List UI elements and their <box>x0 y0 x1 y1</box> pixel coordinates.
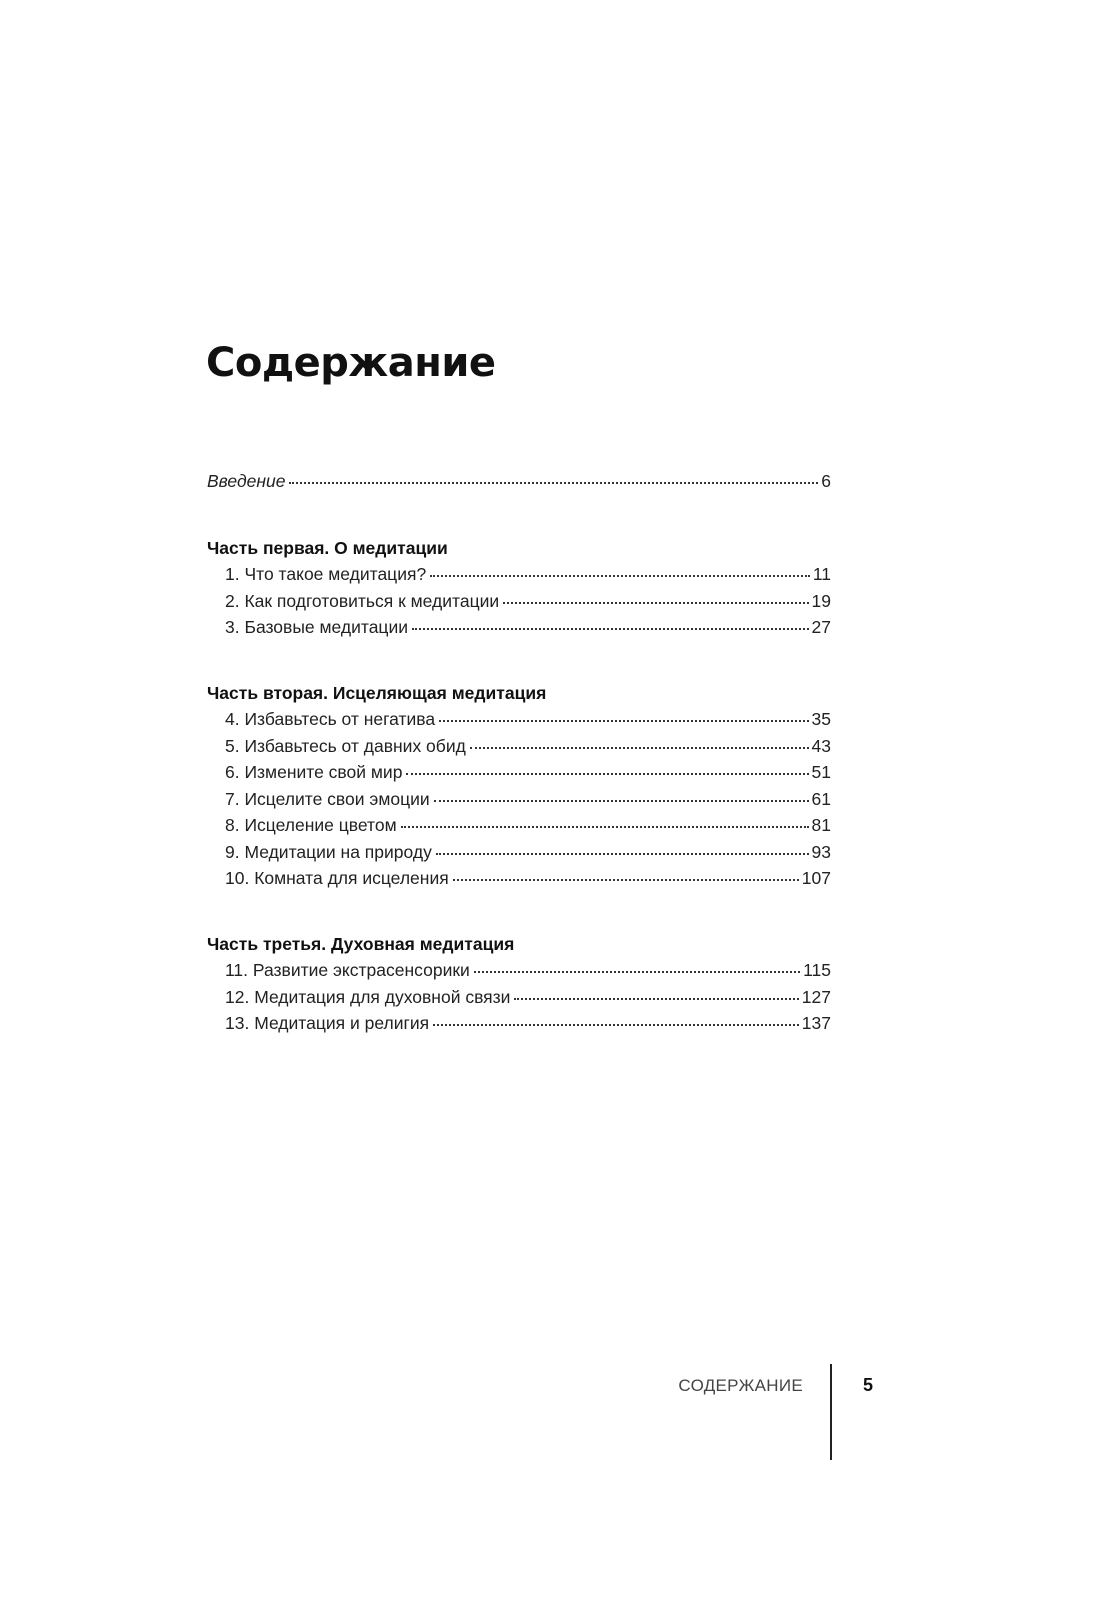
page-title: Содержание <box>206 340 496 386</box>
toc-entry[interactable] <box>207 588 831 615</box>
toc-entry[interactable] <box>207 733 831 760</box>
toc-entry-page: 137 <box>801 1013 831 1033</box>
toc-part-2 <box>207 680 831 892</box>
toc-entry-label: 10. Комната для исцеления <box>225 868 449 888</box>
toc-entry-page: 81 <box>811 815 831 835</box>
dot-leader <box>439 720 808 722</box>
toc-part-3 <box>207 931 831 1037</box>
toc-entry-page: 27 <box>811 617 831 637</box>
toc-entry[interactable] <box>207 984 831 1011</box>
toc-entry[interactable] <box>207 1010 831 1037</box>
toc-entry-page: 43 <box>811 735 831 756</box>
toc-entry[interactable] <box>207 812 831 839</box>
footer-divider <box>830 1364 832 1460</box>
toc-entry-label: Введение <box>207 471 286 491</box>
toc-entry[interactable] <box>207 759 831 786</box>
dot-leader <box>436 853 809 855</box>
toc-entry-page: 35 <box>811 709 831 729</box>
toc-entry-page: 115 <box>803 960 831 980</box>
toc-entry[interactable] <box>207 706 831 733</box>
part-heading: Часть первая. О медитации <box>207 537 448 558</box>
dot-leader <box>453 879 799 881</box>
toc-entry-page: 93 <box>811 841 831 862</box>
toc-entry-label: 7. Исцелите свои эмоции <box>225 788 430 809</box>
dot-leader <box>503 602 808 604</box>
dot-leader <box>474 971 800 973</box>
toc-entry-page: 6 <box>821 471 831 491</box>
dot-leader <box>470 747 809 749</box>
toc-entry-label: 11. Развитие экстрасенсорики <box>225 960 470 980</box>
dot-leader <box>434 800 809 802</box>
part-heading: Часть третья. Духовная медитация <box>207 933 515 954</box>
toc-part-1 <box>207 535 831 641</box>
dot-leader <box>430 575 810 577</box>
page-number: 5 <box>863 1375 874 1395</box>
toc-entry-label: 13. Медитация и религия <box>225 1013 430 1033</box>
toc-entry-intro[interactable] <box>207 468 831 495</box>
toc-entry[interactable] <box>207 957 831 984</box>
toc-entry-label: 4. Избавьтесь от негатива <box>225 709 436 729</box>
running-footer-section: СОДЕРЖАНИЕ <box>678 1376 803 1395</box>
dot-leader <box>412 628 809 630</box>
toc-entry-page: 11 <box>812 564 831 584</box>
dot-leader <box>514 998 798 1000</box>
toc-entry[interactable] <box>207 839 831 866</box>
toc-entry[interactable] <box>207 561 831 588</box>
toc-entry[interactable] <box>207 614 831 641</box>
toc-entry-label: 1. Что такое медитация? <box>225 564 427 584</box>
toc-entry[interactable] <box>207 786 831 813</box>
toc-entry-page: 61 <box>811 788 831 809</box>
dot-leader <box>289 482 818 484</box>
toc-entry-label: 2. Как подготовиться к медитации <box>225 590 500 611</box>
toc-entry-label: 6. Измените свой мир <box>225 762 403 782</box>
toc-entry[interactable] <box>207 865 831 892</box>
part-heading: Часть вторая. Исцеляющая медитация <box>207 682 547 703</box>
toc-entry-page: 51 <box>811 762 831 782</box>
toc-entry-label: 9. Медитации на природу <box>225 841 432 862</box>
dot-leader <box>401 826 809 828</box>
toc-entry-label: 8. Исцеление цветом <box>225 815 397 835</box>
toc-entry-label: 12. Медитация для духовной связи <box>225 986 511 1007</box>
toc-entry-page: 127 <box>801 986 831 1007</box>
dot-leader <box>433 1024 799 1026</box>
toc-entry-label: 3. Базовые медитации <box>225 617 408 637</box>
toc-entry-page: 19 <box>811 590 831 611</box>
toc-entry-label: 5. Избавьтесь от давних обид <box>225 735 466 756</box>
table-of-contents <box>207 468 831 1037</box>
dot-leader <box>406 773 808 775</box>
toc-entry-page: 107 <box>801 868 831 888</box>
